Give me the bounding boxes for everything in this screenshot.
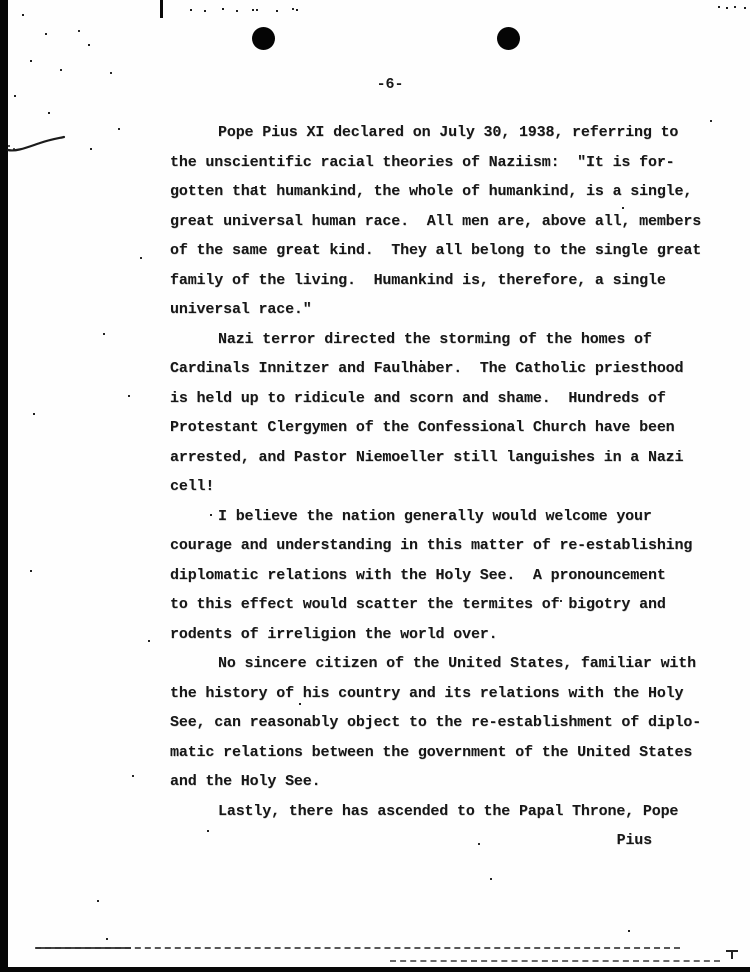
- hole-punch-right: [497, 27, 520, 50]
- text-line: courage and understanding in this matter of re-establishing: [170, 537, 693, 554]
- pen-mark: [6, 130, 68, 156]
- text-line: Pius: [616, 832, 652, 849]
- hole-punch-left: [252, 27, 275, 50]
- text-line: of the same great kind. They all belong to the single great: [170, 242, 702, 259]
- text-line: the history of his country and its relations with the Holy: [170, 684, 684, 702]
- text-line: family of the living. Humankind is, therefore, a single: [170, 271, 666, 289]
- scan-dashed-line-lower: [390, 960, 720, 962]
- text-line: I believe the nation generally would welcome your: [218, 507, 652, 525]
- text-line: Protestant Clergymen of the Confessional Church have been: [170, 419, 675, 436]
- text-line: and the Holy See.: [170, 773, 321, 790]
- text-line: matic relations between the government of the United States: [170, 743, 693, 761]
- text-line: rodents of irreligion the world over.: [170, 625, 498, 643]
- scan-mark-top: [160, 0, 163, 18]
- text-line: diplomatic relations with the Holy See. A pronouncement: [170, 566, 666, 584]
- pen-mark-small: [726, 950, 738, 961]
- text-line: Lastly, there has ascended to the Papal Throne, Pope: [218, 802, 679, 820]
- text-line: the unscientific racial theories of Naziism: "It is for-: [170, 153, 675, 171]
- page-number: -6-: [376, 76, 404, 93]
- text-line: universal race.": [170, 301, 312, 318]
- text-line: Nazi terror directed the storming of the homes of: [218, 330, 652, 348]
- text-line: No sincere citizen of the United States, familiar with: [218, 655, 696, 672]
- scan-edge-bottom: [0, 967, 750, 972]
- text-line: is held up to ridicule and scorn and shame. Hundreds of: [170, 389, 666, 407]
- text-line: to this effect would scatter the termites of bigotry and: [170, 596, 666, 613]
- scan-dashed-line-solid: [36, 947, 131, 949]
- scan-dashed-line: [35, 947, 680, 949]
- text-line: Pope Pius XI declared on July 30, 1938, referring to: [218, 124, 679, 141]
- scan-specks-page: [0, 0, 2, 2]
- text-line: great universal human race. All men are, above all, members: [170, 212, 702, 230]
- document-body: [170, 118, 712, 856]
- text-line: Cardinals Innitzer and Faulhaber. The Catholic priesthood: [170, 360, 684, 377]
- text-line: See, can reasonably object to the re-establishment of diplo-: [170, 714, 702, 731]
- text-line: gotten that humankind, the whole of humankind, is a single,: [170, 183, 693, 200]
- text-line: cell!: [170, 478, 215, 495]
- text-line: arrested, and Pastor Niemoeller still languishes in a Nazi: [170, 448, 684, 466]
